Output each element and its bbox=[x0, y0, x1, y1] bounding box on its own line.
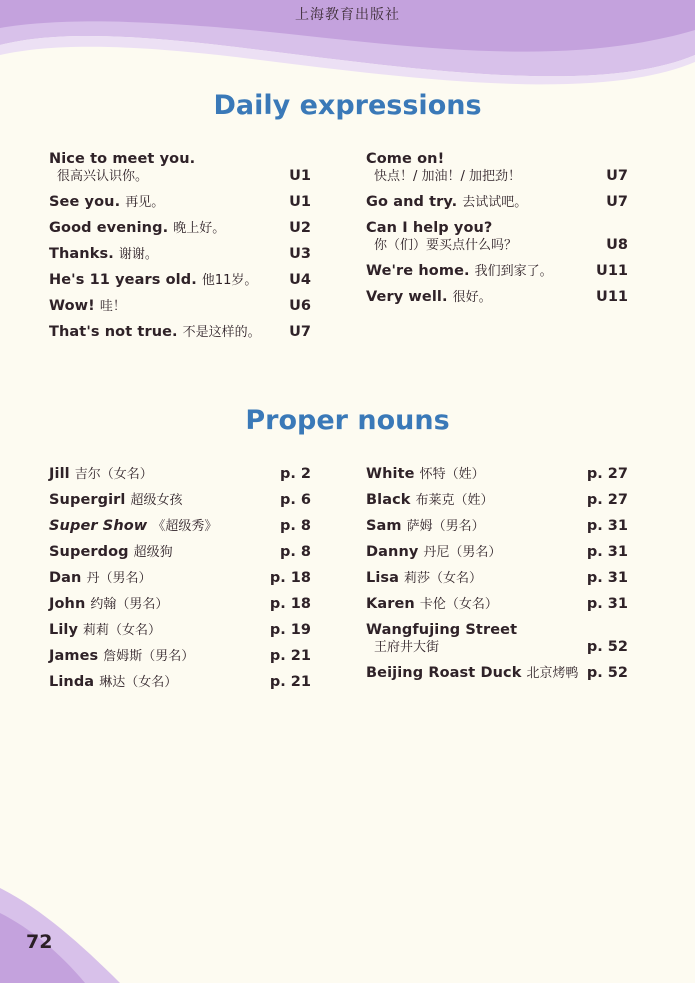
list-item: Very well. 很好。 U11 bbox=[366, 289, 628, 305]
list-item: Linda 琳达（女名） p. 21 bbox=[49, 674, 311, 690]
daily-expressions-title: Daily expressions bbox=[213, 90, 482, 121]
page-ref: p. 8 bbox=[279, 518, 311, 534]
page-ref: p. 18 bbox=[269, 570, 311, 586]
proper-nouns-right-column bbox=[366, 466, 628, 691]
page-ref: p. 21 bbox=[269, 648, 311, 664]
list-item: Come on! 快点！/ 加油！/ 加把劲！ U7 bbox=[366, 151, 628, 184]
list-item: Nice to meet you. 很高兴认识你。 U1 bbox=[49, 151, 311, 184]
list-item: John 约翰（男名） p. 18 bbox=[49, 596, 311, 612]
page-ref: p. 31 bbox=[586, 596, 628, 612]
page-ref: p. 8 bbox=[279, 544, 311, 560]
page-ref: p. 27 bbox=[586, 466, 628, 482]
list-item: Supergirl 超级女孩 p. 6 bbox=[49, 492, 311, 508]
page-number: 72 bbox=[26, 931, 53, 953]
page-ref: p. 2 bbox=[279, 466, 311, 482]
list-item: Danny 丹尼（男名） p. 31 bbox=[366, 544, 628, 560]
unit-ref: U8 bbox=[606, 237, 628, 253]
list-item: Black 布莱克（姓） p. 27 bbox=[366, 492, 628, 508]
list-item: Superdog 超级狗 p. 8 bbox=[49, 544, 311, 560]
list-item: See you. 再见。 U1 bbox=[49, 194, 311, 210]
list-item: Thanks. 谢谢。 U3 bbox=[49, 246, 311, 262]
unit-ref: U3 bbox=[289, 246, 311, 262]
page-ref: p. 31 bbox=[586, 570, 628, 586]
unit-ref: U4 bbox=[289, 272, 311, 288]
unit-ref: U7 bbox=[606, 194, 628, 210]
list-item: Karen 卡伦（女名） p. 31 bbox=[366, 596, 628, 612]
list-item: Good evening. 晚上好。 U2 bbox=[49, 220, 311, 236]
list-item: Jill 吉尔（女名） p. 2 bbox=[49, 466, 311, 482]
list-item: We're home. 我们到家了。 U11 bbox=[366, 263, 628, 279]
list-item: Dan 丹（男名） p. 18 bbox=[49, 570, 311, 586]
page-ref: p. 19 bbox=[269, 622, 311, 638]
unit-ref: U6 bbox=[289, 298, 311, 314]
list-item: Go and try. 去试试吧。 U7 bbox=[366, 194, 628, 210]
list-item: Sam 萨姆（男名） p. 31 bbox=[366, 518, 628, 534]
list-item: He's 11 years old. 他11岁。 U4 bbox=[49, 272, 311, 288]
publisher-name: 上海教育出版社 bbox=[295, 7, 400, 23]
proper-nouns-left-column bbox=[49, 466, 311, 700]
page-ref: p. 52 bbox=[586, 639, 628, 655]
list-item: Wangfujing Street 王府井大街 p. 52 bbox=[366, 622, 628, 655]
list-item: Can I help you? 你（们）要买点什么吗？ U8 bbox=[366, 220, 628, 253]
list-item: Lisa 莉莎（女名） p. 31 bbox=[366, 570, 628, 586]
daily-expressions-right-column bbox=[366, 151, 628, 315]
page-ref: p. 52 bbox=[586, 665, 628, 681]
unit-ref: U7 bbox=[289, 324, 311, 340]
page-ref: p. 18 bbox=[269, 596, 311, 612]
unit-ref: U11 bbox=[596, 263, 628, 279]
unit-ref: U7 bbox=[606, 168, 628, 184]
list-item: Wow! 哇！ U6 bbox=[49, 298, 311, 314]
proper-nouns-title: Proper nouns bbox=[245, 405, 450, 436]
unit-ref: U1 bbox=[289, 168, 311, 184]
footer-swoosh-decoration bbox=[0, 853, 695, 983]
daily-expressions-left-column bbox=[49, 151, 311, 350]
page-ref: p. 27 bbox=[586, 492, 628, 508]
unit-ref: U2 bbox=[289, 220, 311, 236]
list-item: Lily 莉莉（女名） p. 19 bbox=[49, 622, 311, 638]
page-ref: p. 21 bbox=[269, 674, 311, 690]
list-item: James 詹姆斯（男名） p. 21 bbox=[49, 648, 311, 664]
list-item: That's not true. 不是这样的。 U7 bbox=[49, 324, 311, 340]
list-item: White 怀特（姓） p. 27 bbox=[366, 466, 628, 482]
list-item: Beijing Roast Duck 北京烤鸭 p. 52 bbox=[366, 665, 628, 681]
page-ref: p. 31 bbox=[586, 544, 628, 560]
list-item: Super Show 《超级秀》 p. 8 bbox=[49, 518, 311, 534]
unit-ref: U1 bbox=[289, 194, 311, 210]
unit-ref: U11 bbox=[596, 289, 628, 305]
page-ref: p. 6 bbox=[279, 492, 311, 508]
page-ref: p. 31 bbox=[586, 518, 628, 534]
